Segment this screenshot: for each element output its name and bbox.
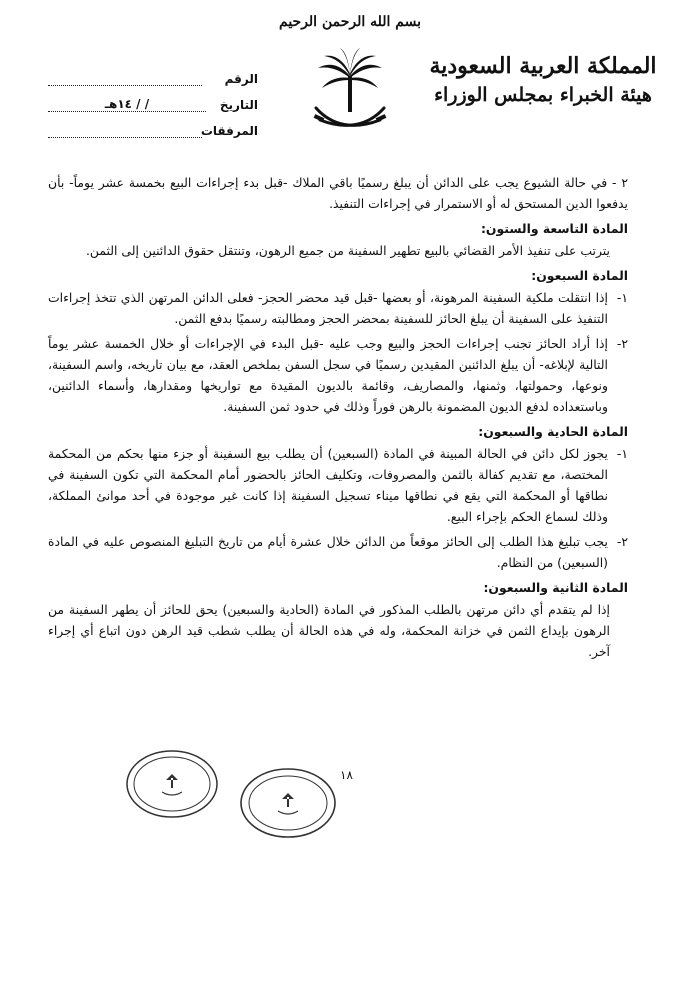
date-label: التاريخ bbox=[219, 98, 258, 112]
kingdom-name: المملكة العربية السعودية bbox=[429, 53, 657, 79]
clause-number: ١- bbox=[616, 446, 628, 461]
article-71-clause-2 bbox=[48, 531, 628, 573]
date-value: / / ١٤هـ bbox=[48, 97, 206, 112]
ref-number-line bbox=[48, 71, 202, 86]
reference-block bbox=[48, 60, 258, 138]
paragraph-co-ownership: ٢ - في حالة الشيوع يجب على الدائن أن يبلغ رسميًا باقي الملاك -قبل بدء إجراءات البيع بخمسة عشر يوماً- بأن يدفعوا الدين المستحق له أو الاستمرار في إجراءات التنفيذ. bbox=[48, 175, 628, 211]
official-stamp-icon bbox=[238, 766, 338, 840]
ref-number-label: الرقم bbox=[224, 72, 258, 86]
article-72-heading: المادة الثانية والسبعون: bbox=[483, 580, 628, 595]
article-69-text: يترتب على تنفيذ الأمر القضائي بالبيع تطهير السفينة من جميع الرهون، وتنتقل حقوق الدائنين إلى الثمن. bbox=[85, 243, 610, 258]
palm-swords-emblem-icon bbox=[310, 46, 390, 138]
clause-number: ٢- bbox=[616, 534, 628, 549]
letterhead bbox=[408, 52, 678, 108]
article-70-heading: المادة السبعون: bbox=[531, 268, 628, 283]
article-70-clause-1 bbox=[48, 287, 628, 329]
clause-number: ٢- bbox=[616, 336, 628, 351]
attachments-label: المرفقات bbox=[200, 124, 258, 138]
article-70-clause-2 bbox=[48, 333, 628, 417]
article-71-heading: المادة الحادية والسبعون: bbox=[478, 424, 628, 439]
ref-number-row bbox=[48, 60, 258, 86]
clause-text: إذا انتقلت ملكية السفينة المرهونة، أو بعضها -قبل قيد محضر الحجز- فعلى الدائن المرتهن الذي تتخذ إجراءات التنفيذ على السفينة أن يبلغ الحائز للسفينة بمحضر الحجز ومطالبته رسميًا بدفع الثمن. bbox=[48, 290, 608, 326]
clause-number: ١- bbox=[616, 290, 628, 305]
attachments-line bbox=[48, 123, 202, 138]
clause-text: يجب تبليغ هذا الطلب إلى الحائز موقعاً من الدائن خلال عشرة أيام من تاريخ التبليغ المنصوص عليه في المادة (السبعين) من النظام. bbox=[48, 534, 608, 570]
page-number: ١٨ bbox=[340, 768, 353, 782]
authority-name: هيئة الخبراء بمجلس الوزراء bbox=[434, 84, 652, 106]
attachments-row bbox=[48, 112, 258, 138]
basmala: بسم الله الرحمن الرحيم bbox=[279, 14, 421, 30]
document-body bbox=[48, 172, 628, 666]
article-69-heading: المادة التاسعة والستون: bbox=[480, 221, 628, 236]
official-stamp-icon bbox=[124, 748, 220, 820]
clause-text: يجوز لكل دائن في الحالة المبينة في المادة (السبعين) أن يطلب بيع السفينة أو جزء منها بحكم من المحكمة المختصة، مع تقديم كفالة بالثمن والمصروفات، وتكليف الحائز بالحضور أمام المحكمة التي تكون السفينة في نطاقها أو المحكمة التي يقع في نطاقها ميناء تسجيل السفينة إذا كانت غير موجودة في أحد موانئ المملكة، وذلك لسماع الحكم بإجراء البيع. bbox=[48, 446, 608, 524]
date-row bbox=[48, 86, 258, 112]
article-71-clause-1 bbox=[48, 443, 628, 527]
clause-text: إذا أراد الحائز تجنب إجراءات الحجز والبيع وجب عليه -قبل البدء في الإجراءات أو خلال الخمسة عشر يوماً التالية لإبلاغه- أن يبلغ الدائنين المقيدين رسميًا في سجل السفن بملخص العقد، مع بيان تاريخه، واسم السفينة، ونوعها، وحمولتها، وثمنها، والمصاريف، وقائمة بالديون المقيدة مع تواريخها ومقدارها، وأسماء الدائنين، وباستعداده لدفع الديون المضمونة بالرهن فوراً وذلك في حدود ثمن السفينة. bbox=[48, 336, 608, 414]
article-72-text: إذا لم يتقدم أي دائن مرتهن بالطلب المذكور في المادة (الحادية والسبعين) يحق للحائز أن يطهر السفينة من الرهون بإيداع الثمن في خزانة المحكمة، وله في هذه الحالة أن يطلب شطب قيد الرهن دون اتباع أي إجراء آخر. bbox=[48, 602, 610, 659]
